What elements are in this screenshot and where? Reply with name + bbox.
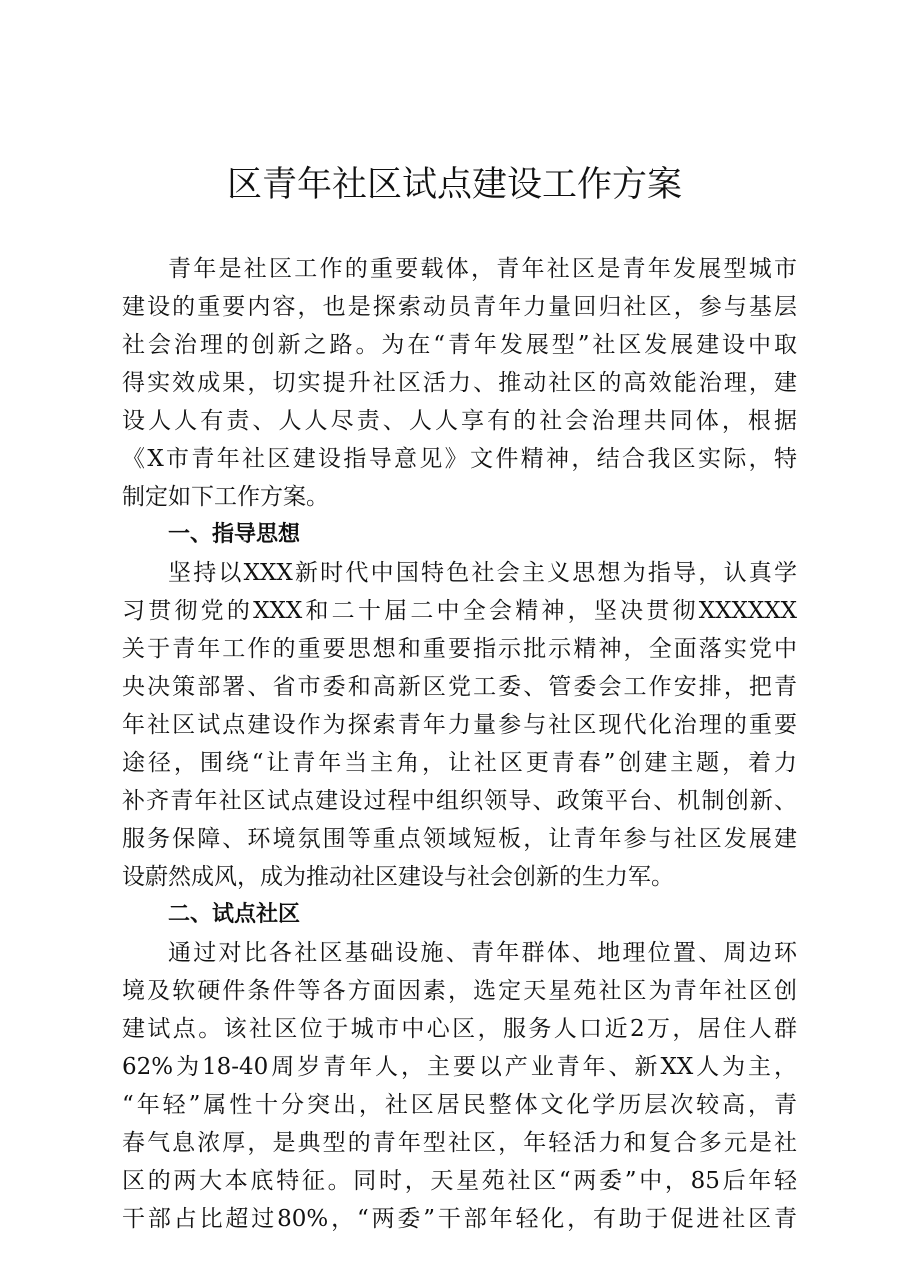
text-line: 干部占比超过80%，“两委”干部年轻化，有助于促进社区青 — [122, 1206, 797, 1232]
text-line: 坚持以XXX新时代中国特色社会主义思想为指导，认真学 — [168, 560, 797, 586]
text-line: 年社区试点建设作为探索青年力量参与社区现代化治理的重要 — [122, 712, 797, 738]
text-line: “年轻”属性十分突出，社区居民整体文化学历层次较高，青 — [122, 1092, 797, 1118]
text-line: 建设的重要内容，也是探索动员青年力量回归社区，参与基层 — [122, 294, 797, 320]
section-heading-pilot-community: 二、试点社区 — [168, 902, 301, 927]
text-line: 服务保障、环境氛围等重点领域短板，让青年参与社区发展建 — [122, 826, 797, 852]
document-body — [122, 250, 797, 1238]
text-line: 途径，围绕“让青年当主角，让社区更青春”创建主题，着力 — [122, 750, 797, 776]
text-line: 62%为18-40周岁青年人，主要以产业青年、新XX人为主， — [122, 1054, 797, 1080]
section-heading-guiding-ideology: 一、指导思想 — [168, 522, 301, 547]
text-line: 社会治理的创新之路。为在“青年发展型”社区发展建设中取 — [122, 332, 797, 358]
text-line: 区的两大本底特征。同时，天星苑社区“两委”中，85后年轻 — [122, 1168, 797, 1194]
text-line: 设人人有责、人人尽责、人人享有的社会治理共同体，根据 — [122, 408, 797, 434]
text-line: 习贯彻党的XXX和二十届二中全会精神，坚决贯彻XXXXXX — [122, 598, 797, 624]
text-line: 《X市青年社区建设指导意见》文件精神，结合我区实际，特 — [122, 446, 797, 472]
text-line: 春气息浓厚，是典型的青年型社区，年轻活力和复合多元是社 — [122, 1130, 797, 1156]
text-line: 境及软硬件条件等各方面因素，选定天星苑社区为青年社区创 — [122, 978, 797, 1004]
text-line: 央决策部署、省市委和高新区党工委、管委会工作安排，把青 — [122, 674, 797, 700]
guiding-ideology-paragraph — [122, 554, 797, 896]
text-line: 通过对比各社区基础设施、青年群体、地理位置、周边环 — [168, 940, 797, 966]
text-line: 青年是社区工作的重要载体，青年社区是青年发展型城市 — [168, 256, 797, 282]
intro-paragraph — [122, 250, 797, 516]
text-line: 建试点。该社区位于城市中心区，服务人口近2万，居住人群 — [122, 1016, 797, 1042]
text-line: 关于青年工作的重要思想和重要指示批示精神，全面落实党中 — [122, 636, 797, 662]
document-title: 区青年社区试点建设工作方案 — [226, 165, 682, 205]
text-line: 设蔚然成风，成为推动社区建设与社会创新的生力军。 — [122, 864, 674, 890]
text-line: 制定如下工作方案。 — [122, 484, 329, 510]
text-line: 得实效成果，切实提升社区活力、推动社区的高效能治理，建 — [122, 370, 797, 396]
text-line: 补齐青年社区试点建设过程中组织领导、政策平台、机制创新、 — [122, 788, 797, 814]
pilot-community-paragraph — [122, 934, 797, 1238]
